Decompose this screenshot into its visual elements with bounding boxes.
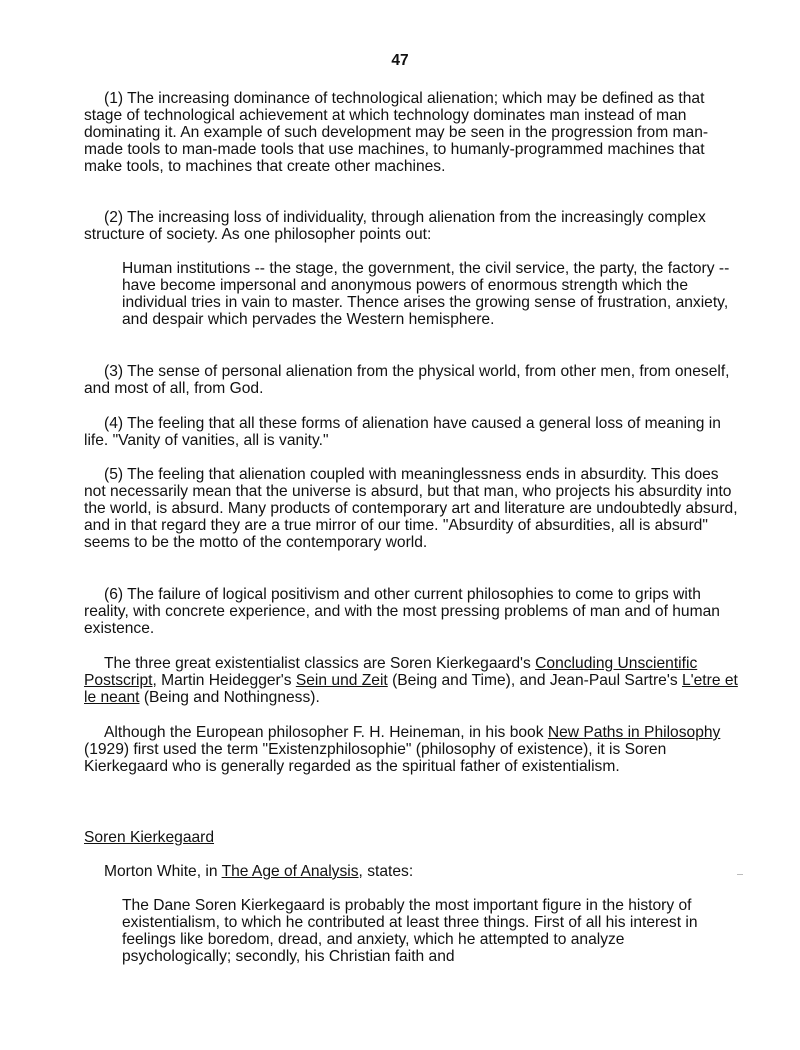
heineman-text-1: Although the European philosopher F. H. Heineman, in his book — [104, 724, 548, 741]
morton-text-1: Morton White, in — [104, 863, 222, 880]
heineman-paragraph — [84, 724, 744, 775]
point-3-paragraph: (3) The sense of personal alienation from the physical world, from other men, from oneself, and most of all, from God. — [84, 363, 730, 397]
point-1-paragraph: (1) The increasing dominance of technological alienation; which may be defined as that stage of technological achievement at which technology dominates man instead of man dominating it. An example of such development may be seen in the progression from man-made tools to man-made tools that use machines, to humanly-programmed machines that make tools, to machines that create other machines. — [84, 90, 709, 175]
book-title-new-paths-in-philosophy: New Paths in Philosophy — [547, 724, 721, 741]
morton-white-intro — [84, 863, 744, 880]
book-title-the-age-of-analysis: The Age of Analysis — [221, 863, 359, 880]
institutions-quote: Human institutions -- the stage, the government, the civil service, the party, the factory -- have become impersonal and anonymous powers of enormous strength which the individual tries in vain to master. Thence arises the growing sense of frustration, anxiety, and despair which pervades the Western hemisphere. — [122, 260, 730, 328]
page-number: 47 — [391, 52, 409, 69]
classics-text-2: , Martin Heidegger's — [152, 672, 296, 689]
classics-text-3: (Being and Time), and Jean-Paul Sartre's — [387, 672, 682, 689]
classics-text-4: (Being and Nothingness). — [139, 689, 320, 706]
kierkegaard-quote: The Dane Soren Kierkegaard is probably the most important figure in the history of existentialism, to which he contributed at least three things. First of all his interest in feelings like boredom, dread, and anxiety, which he attempted to analyze psychologically; secondly, his Christian faith and — [122, 897, 698, 965]
section-heading-soren-kierkegaard: Soren Kierkegaard — [84, 829, 215, 846]
book-title-concluding-unscientific-postscript: Concluding Unscientific Postscript — [84, 655, 698, 689]
morton-text-2: , states: — [358, 863, 414, 880]
point-5-paragraph: (5) The feeling that alienation coupled with meaninglessness ends in absurdity. This does not necessarily mean that the universe is absurd, but that man, who projects his absurdity into the world, is absurd. Many products of contemporary art and literature are undoubtedly absurd, and in that regard they are a true mirror of our time. "Absurdity of absurdities, all is absurd" seems to be the motto of the contemporary world. — [84, 466, 738, 551]
existentialist-classics-paragraph — [84, 655, 744, 706]
point-4-paragraph: (4) The feeling that all these forms of alienation have caused a general loss of meaning in life. "Vanity of vanities, all is vanity." — [84, 415, 721, 449]
book-title-sein-und-zeit: Sein und Zeit — [295, 672, 388, 689]
heineman-text-2: (1929) first used the term "Existenzphilosophie" (philosophy of existence), it is Soren Kierkegaard who is generally regarded as the spiritual father of existentialism. — [84, 741, 667, 775]
classics-text-1: The three great existentialist classics are Soren Kierkegaard's — [104, 655, 536, 672]
scan-speck — [737, 874, 743, 875]
book-title-letre-et-le-neant: L'etre et le neant — [84, 672, 738, 706]
point-2-paragraph: (2) The increasing loss of individuality, through alienation from the increasingly complex structure of society. As one philosopher points out: — [84, 209, 706, 243]
point-6-paragraph: (6) The failure of logical positivism and other current philosophies to come to grips with reality, with concrete experience, and with the most pressing problems of man and of human existence. — [84, 586, 720, 637]
